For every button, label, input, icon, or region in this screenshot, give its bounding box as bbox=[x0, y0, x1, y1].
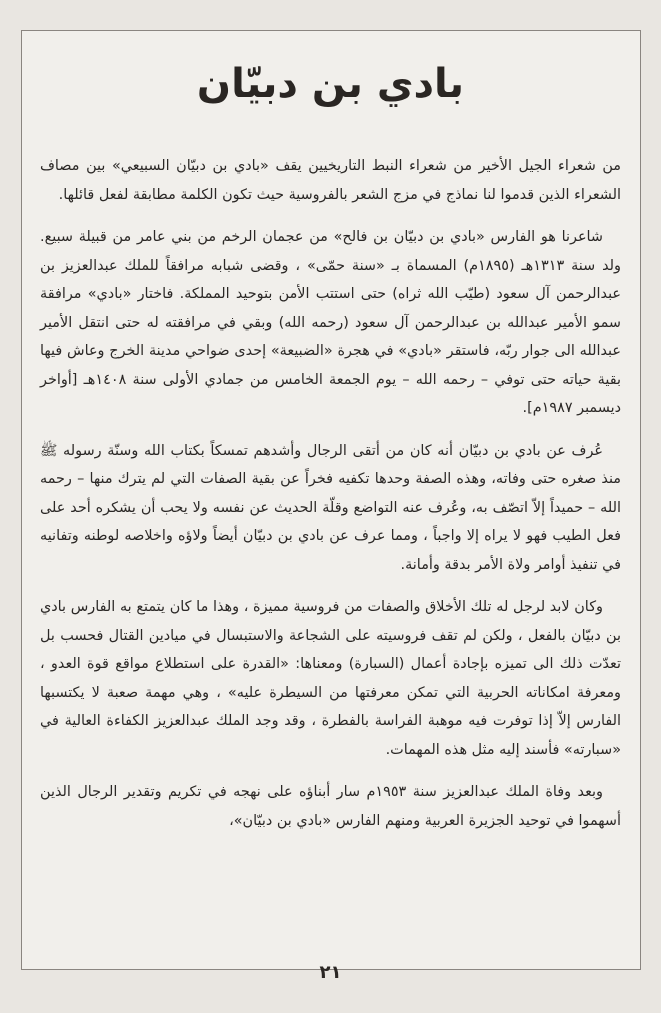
paragraph-character: عُرف عن بادي بن دبيّان أنه كان من أتقى الرجال وأشدهم تمسكاً بكتاب الله وسنّة رسوله ﷺ منذ صغره حتى وفاته، وهذه الصفة وحدها تكفيه فخراً عن بقية الصفات التي لم يترك منها – رحمه الله – حميداً إلاّ اتصّف به، وعُرف عنه التواضع وقلّة الحديث عن نفسه ولا يحب أن يشكره أحد على فعل الطيب فهو لا يراه إلا واجباً ، ومما عرف عن بادي بن دبيّان أيضاً ولاؤه واخلاصه لوطنه وتفانيه في تنفيذ أوامر ولاة الأمر بدقة وأمانة. bbox=[40, 442, 621, 573]
paragraph-biography: شاعرنا هو الفارس «بادي بن دبيّان بن فالح» من عجمان الرخم من بني عامر من قبيلة سبيع. ولد سنة ١٣١٣هـ (١٨٩٥م) المسماة بـ «سنة حمّى» ، وقضى شبابه مرافقاً للملك عبدالعزيز بن عبدالرحمن آل سعود (طيّب الله ثراه) حتى استتب الأمن بتوحيد المملكة. فاختار «بادي» مرافقة سمو الأمير عبدالله بن عبدالرحمن آل سعود (رحمه الله) وبقي في مرافقته له حتى انتقل الأمير عبدالله الى جوار ربّه، فاستقر «بادي» في هجرة «الضبيعة» إحدى ضواحي مدينة الخرج وعاش فيها بقية حياته حتى توفي – رحمه الله – يوم الجمعة الخامس من جمادي الأولى سنة ١٤٠٨هـ [أواخر ديسمبر ١٩٨٧م]. bbox=[40, 229, 621, 416]
page-title: بادي بن دبيّان bbox=[196, 61, 465, 107]
article-body bbox=[40, 152, 621, 849]
paragraph-horsemanship: وكان لابد لرجل له تلك الأخلاق والصفات من فروسية مميزة ، وهذا ما كان يتمتع به الفارس بادي بن دبيّان بالفعل ، ولكن لم تقف فروسيته على الشجاعة والاستبسال في ميادين القتال فحسب بل تعدّت ذلك الى تميزه بإجادة أعمال (السبارة) ومعناها: «القدرة على استطلاع مواقع قوة العدو ، ومعرفة امكاناته الحربية التي تمكن معرفتها من السيطرة عليه» ، وهي مهمة صعبة لا يكتسبها الفارس إلاّ إذا توفرت فيه موهبة الفراسة بالفطرة ، وقد وجد الملك عبدالعزيز الكفاءة العالية في «سبارته» فأسند إليه مثل هذه المهمات. bbox=[40, 599, 621, 758]
page-number: ٢١ bbox=[319, 962, 342, 983]
paragraph-intro: من شعراء الجيل الأخير من شعراء النبط التاريخيين يقف «بادي بن دبيّان السبيعي» بين مصاف الشعراء الذين قدموا لنا نماذج في مزج الشعر بالفروسية حيث تكون الكلمة مطابقة لفعل قائلها. bbox=[40, 158, 621, 203]
paragraph-legacy: وبعد وفاة الملك عبدالعزيز سنة ١٩٥٣م سار أبناؤه على نهجه في تكريم وتقدير الرجال الذين أسهموا في توحيد الجزيرة العربية ومنهم الفارس «بادي بن دبيّان»، bbox=[40, 784, 621, 829]
